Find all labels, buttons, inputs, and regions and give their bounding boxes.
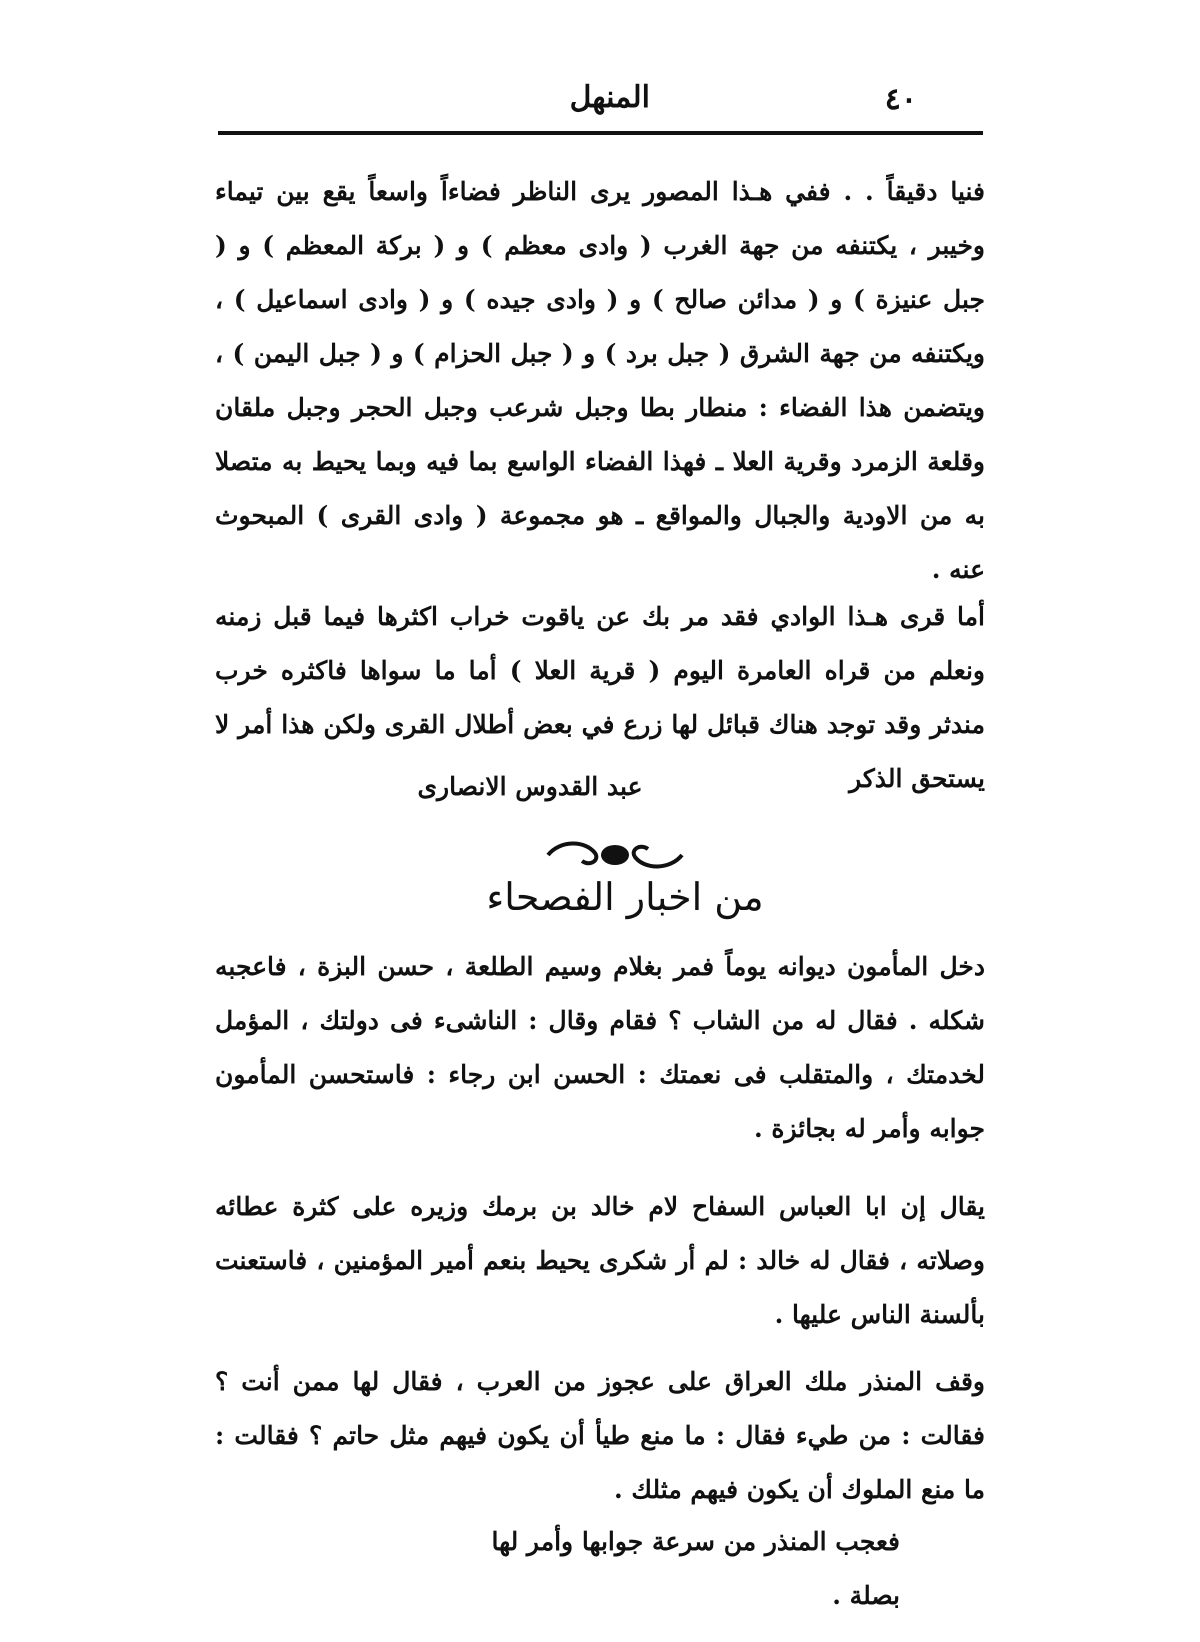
page-header: [215, 78, 985, 126]
paragraph-wadi-description: فنيا دقيقاً . . ففي هـذا المصور يرى الناظر فضاءاً واسعاً يقع بين تيماء وخيبر ، يكتنفه من جهة الغرب ( وادى معظم ) و ( بركة المعظم ) و ( جبل عنيزة ) و ( مدائن صالح ) و ( وادى جيده ) و ( وادى اسماعيل ) ، ويكتنفه من جهة الشرق ( جبل برد ) و ( جبل الحزام ) و ( جبل اليمن ) ، ويتضمن هذا الفضاء : منطار بطا وجبل شرعب وجبل الحجر وجبل ملقان وقلعة الزمرد وقرية العلا ـ فهذا الفضاء الواسع بما فيه وبما يحيط به متصلا به من الاودية والجبال والمواقع ـ هو مجموعة ( وادى القرى ) المبحوث عنه .: [215, 177, 985, 584]
paragraph-mamun-anecdote: دخل المأمون ديوانه يوماً فمر بغلام وسيم الطلعة ، حسن البزة ، فاعجبه شكله . فقال له من الشاب ؟ فقام وقال : الناشىء فى دولتك ، المؤمل لخدمتك ، والمتقلب فى نعمتك : الحسن ابن رجاء : فاستحسن المأمون جوابه وأمر له بجائزة .: [215, 952, 985, 1143]
paragraph-mundhir-conclusion: فعجب المنذر من سرعة جوابها وأمر لها بصلة .: [491, 1527, 900, 1610]
section-ornament: [540, 835, 690, 875]
page-number: ٤٠: [884, 82, 917, 117]
running-title: المنهل: [569, 80, 650, 115]
paragraph-saffah-anecdote: يقال إن ابا العباس السفاح لام خالد بن برمك وزيره على كثرة عطائه وصلاته ، فقال له خالد : لم أر شكرى يحيط بنعم أمير المؤمنين ، فاستعنت بألسنة الناس عليها .: [215, 1192, 985, 1329]
author-signature: عبد القدوس الانصارى: [417, 772, 643, 801]
header-rule: [218, 131, 983, 135]
paragraph-mundhir-anecdote: وقف المنذر ملك العراق على عجوز من العرب ، فقال لها ممن أنت ؟ فقالت : من طيء فقال : ما منع طيأ أن يكون فيهم مثل حاتم ؟ فقالت : ما منع الملوك أن يكون فيهم مثلك .: [215, 1367, 985, 1504]
section-heading: من اخبار الفصحاء: [486, 875, 764, 919]
paragraph-wadi-villages: أما قرى هـذا الوادي فقد مر بك عن ياقوت خراب اكثرها فيما قبل زمنه ونعلم من قراه العامرة اليوم ( قرية العلا ) أما ما سواها فاكثره خرب مندثر وقد توجد هناك قبائل لها زرع في بعض أطلال القرى ولكن هذا أمر لا يستحق الذكر: [215, 602, 985, 793]
